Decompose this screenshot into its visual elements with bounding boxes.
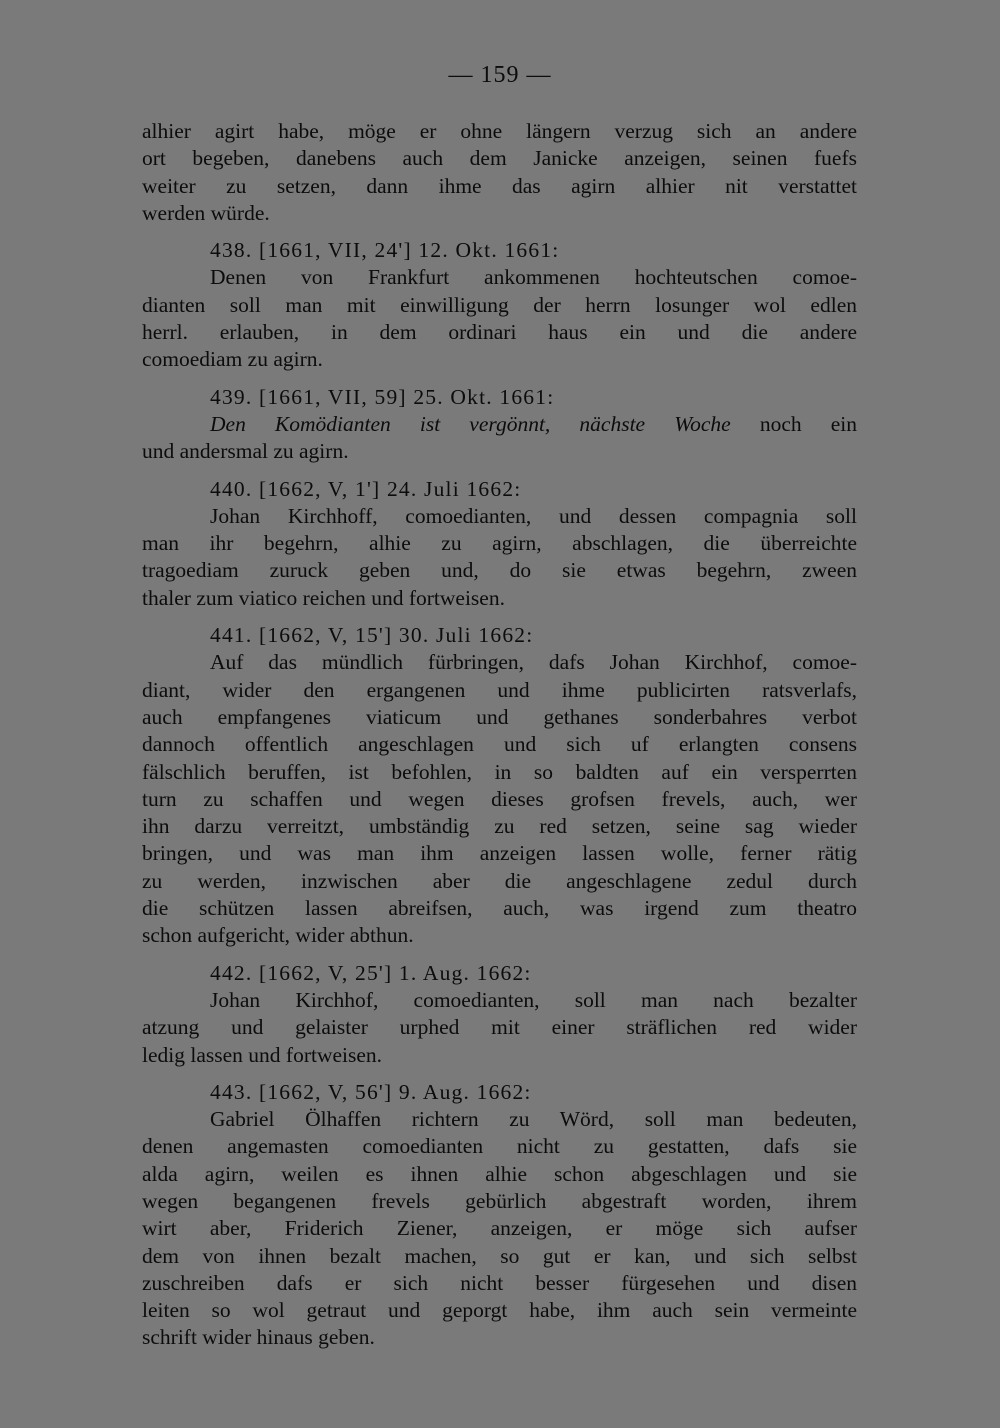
text-line: diant, wider den ergangenen und ihme publicirten ratsverlafs,: [142, 677, 857, 702]
text-line: turn zu schaffen und wegen dieses grofsen frevels, auch, wer: [142, 786, 857, 811]
text-line: auch empfangenes viaticum und gethanes sonderbahres verbot: [142, 704, 857, 729]
text-line: denen angemasten comoedianten nicht zu gestatten, dafs sie: [142, 1134, 857, 1159]
entry-heading: 441. [1662, V, 15'] 30. Juli 1662:: [210, 623, 534, 648]
text-line: zu werden, inzwischen aber die angeschlagene zedul durch: [142, 868, 857, 893]
entry-442: [142, 960, 857, 1069]
text-line: thaler zum viatico reichen und fortweisen.: [142, 585, 505, 610]
text-line: [142, 411, 857, 438]
text-line: dannoch offentlich angeschlagen und sich uf erlangten consens: [142, 732, 857, 757]
text-line: herrl. erlauben, in dem ordinari haus ein und die andere: [142, 320, 857, 345]
text-line: wirt aber, Friderich Ziener, anzeigen, er möge sich aufser: [142, 1216, 857, 1241]
text-line: schrift wider hinaus geben.: [142, 1325, 375, 1350]
entry-heading: 442. [1662, V, 25'] 1. Aug. 1662:: [210, 960, 532, 985]
text-line: Gabriel Ölhaffen richtern zu Wörd, soll man bedeuten,: [210, 1107, 857, 1132]
text-line: und andersmal zu agirn.: [142, 439, 349, 464]
text-line: werden würde.: [142, 200, 270, 225]
text-line: man ihr begehrn, alhie zu agirn, abschlagen, die überreichte: [142, 531, 857, 556]
text-line: Denen von Frankfurt ankommenen hochteutschen comoe-: [210, 265, 857, 290]
text-line: Johan Kirchhof, comoedianten, soll man nach bezalter: [210, 987, 857, 1012]
plain-text: noch ein: [730, 411, 857, 436]
text-line: schon aufgericht, wider abthun.: [142, 923, 414, 948]
body-text: [142, 118, 857, 1352]
entry-441: [142, 622, 857, 950]
entry-heading: 439. [1661, VII, 59] 25. Okt. 1661:: [210, 384, 555, 409]
text-line: zuschreiben dafs er sich nicht besser fürgesehen und disen: [142, 1270, 857, 1295]
entry-heading: 443. [1662, V, 56'] 9. Aug. 1662:: [210, 1079, 532, 1104]
text-line: Johan Kirchhoff, comoedianten, und dessen compagnia soll: [210, 503, 857, 528]
entry-heading: 438. [1661, VII, 24'] 12. Okt. 1661:: [210, 238, 560, 263]
entry-heading: 440. [1662, V, 1'] 24. Juli 1662:: [210, 476, 522, 501]
intro-paragraph: [142, 118, 857, 227]
text-line: die schützen lassen abreifsen, auch, was irgend zum theatro: [142, 896, 857, 921]
text-line: comoediam zu agirn.: [142, 347, 323, 372]
text-line: leiten so wol getraut und geporgt habe, ihm auch sein vermeinte: [142, 1298, 857, 1323]
text-line: dem von ihnen bezalt machen, so gut er kan, und sich selbst: [142, 1243, 857, 1268]
text-line: weiter zu setzen, dann ihme das agirn alhier nit verstattet: [142, 173, 857, 198]
text-line: Auf das mündlich fürbringen, dafs Johan Kirchhof, comoe-: [210, 650, 857, 675]
text-line: atzung und gelaister urphed mit einer sträflichen red wider: [142, 1015, 857, 1040]
text-line: alhier agirt habe, möge er ohne längern verzug sich an andere: [142, 119, 857, 143]
text-line: ihn darzu verreitzt, umbständig zu red setzen, seine sag wieder: [142, 814, 857, 839]
text-line: ledig lassen und fortweisen.: [142, 1042, 383, 1067]
italic-summary: Den Komödianten ist vergönnt, nächste Woche: [210, 411, 731, 436]
entry-443: [142, 1079, 857, 1352]
entry-438: [142, 237, 857, 373]
entry-439: [142, 384, 857, 466]
text-line: wegen begangenen frevels gebürlich abgestraft worden, ihrem: [142, 1188, 857, 1213]
text-line: fälschlich beruffen, ist befohlen, in so baldten auf ein versperrten: [142, 759, 857, 784]
text-line: bringen, und was man ihm anzeigen lassen wolle, ferner rätig: [142, 841, 857, 866]
text-line: dianten soll man mit einwilligung der herrn losunger wol edlen: [142, 292, 857, 317]
text-line: ort begeben, danebens auch dem Janicke anzeigen, seinen fuefs: [142, 146, 857, 171]
text-line: alda agirn, weilen es ihnen alhie schon abgeschlagen und sie: [142, 1161, 857, 1186]
entry-440: [142, 476, 857, 612]
text-line: tragoediam zuruck geben und, do sie etwas begehrn, zween: [142, 558, 857, 583]
page-number: — 159 —: [448, 62, 552, 88]
